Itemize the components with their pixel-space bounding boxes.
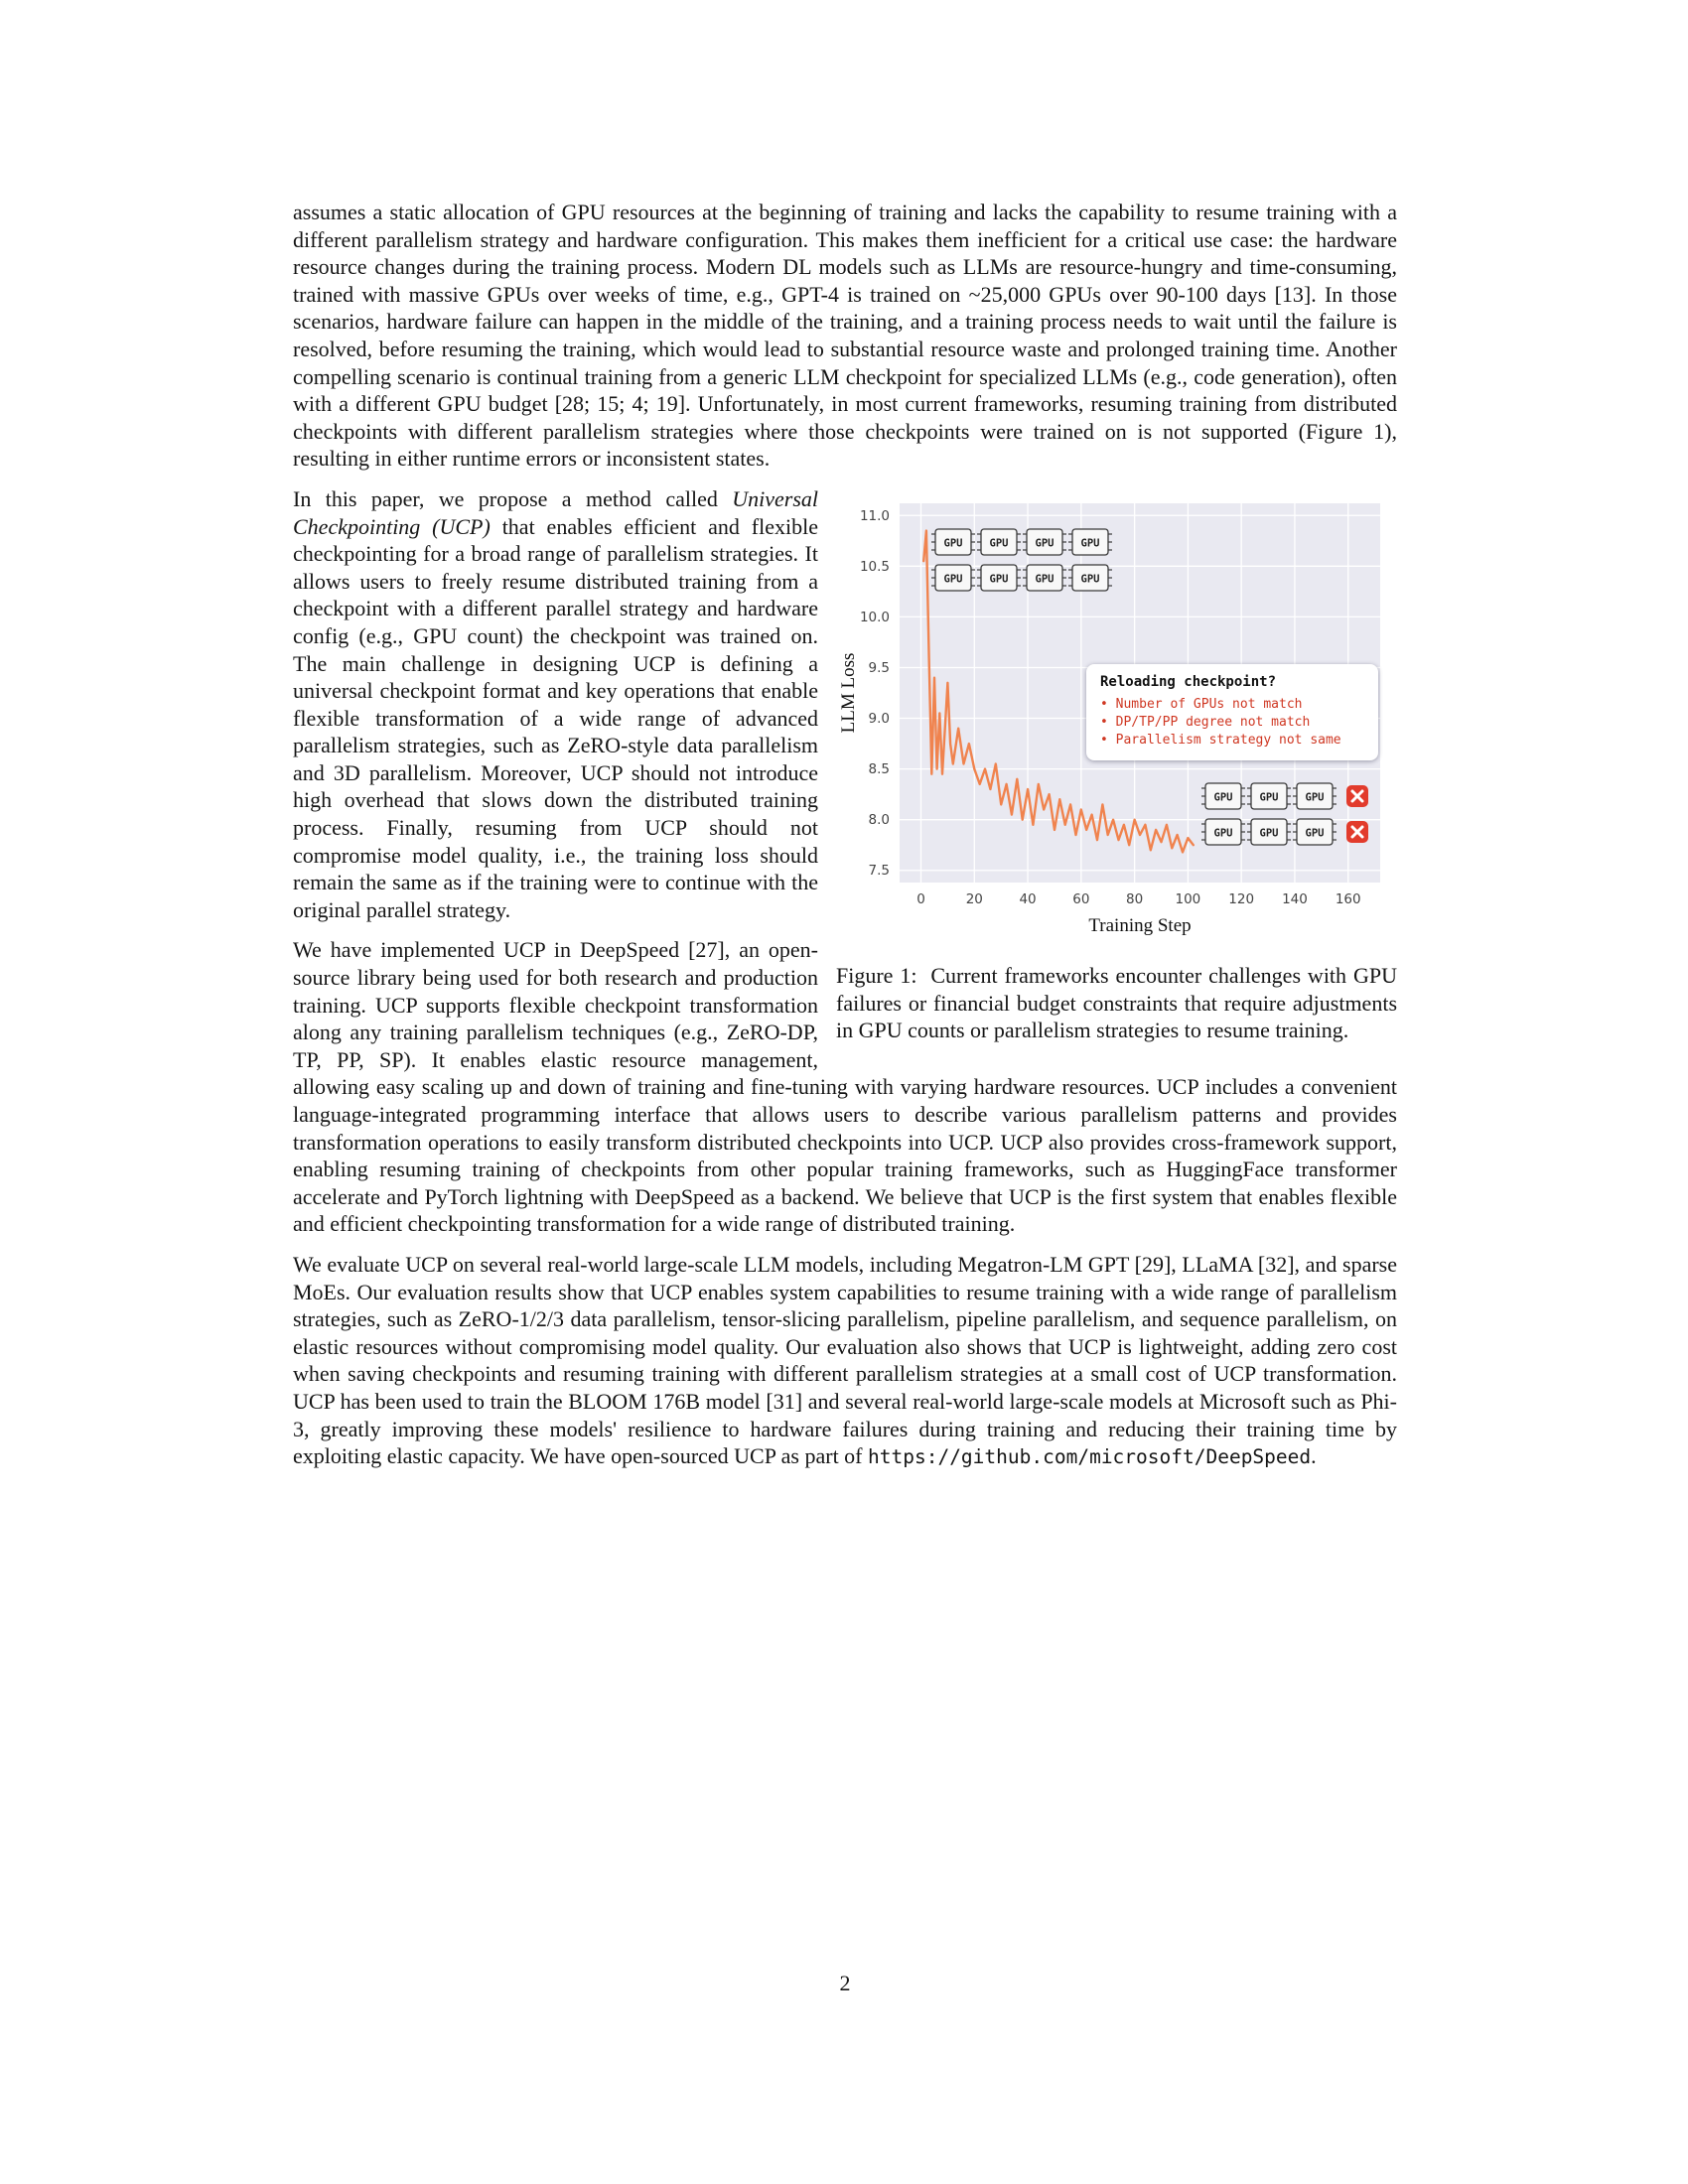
- x-tick-label: 80: [1126, 890, 1144, 907]
- x-tick-label: 40: [1019, 890, 1037, 907]
- figure-1-caption-text: Current frameworks encounter challenges with GPU failures or financial budget constraints that require adjustments in GPU counts or parallelism strategies to resume training.: [836, 962, 1397, 1043]
- svg-text:GPU: GPU: [1305, 827, 1325, 840]
- svg-text:GPU: GPU: [989, 537, 1009, 550]
- paragraph-3: We have implemented UCP in DeepSpeed [27], an open-source library being used for both research and production training. UCP supports flexible checkpoint transformation along any training parallelism techniques (e.g., ZeRO-DP, TP, PP, SP). It enables elastic resource management, allowing easy scaling up and down of training and fine-tuning with varying hardware resources. UCP includes a convenient language-integrated programming interface that allows users to describe various parallelism patterns and provides transformation operations to easily transform distributed checkpoints into UCP. UCP also provides cross-framework support, enabling resuming training of checkpoints from other popular training frameworks, such as HuggingFace transformer accelerate and PyTorch lightning with DeepSpeed as a backend. We believe that UCP is the first system that enables flexible and efficient checkpointing transformation for a wide range of distributed training.: [293, 937, 1397, 1237]
- text-block: [293, 199, 1397, 1484]
- svg-text:GPU: GPU: [943, 573, 963, 586]
- y-tick-label: 10.0: [859, 609, 890, 625]
- paragraph-2-rest: that enables efficient and flexible checkpointing for a broad range of parallelism strategies. It allows users to freely resume distributed training from a checkpoint with a different parallel strategy and hardware config (e.g., GPU count) the checkpoint was trained on. The main challenge in designing UCP is defining a universal checkpoint format and key operations that enable flexible transformation of a wide range of advanced parallelism strategies, such as ZeRO-style data parallelism and 3D parallelism. Moreover, UCP should not introduce high overhead that slows down the distributed training process. Finally, resuming from UCP should not compromise model quality, i.e., the training loss should remain the same as if the training were to continue with the original parallel strategy.: [293, 513, 818, 922]
- gpu-chip-icon: [1068, 565, 1112, 591]
- x-tick-label: 0: [916, 890, 925, 907]
- svg-text:GPU: GPU: [1213, 791, 1233, 804]
- y-tick-label: 7.5: [868, 863, 890, 880]
- gpu-chip-icon: [1247, 783, 1291, 809]
- svg-text:GPU: GPU: [1035, 573, 1055, 586]
- y-tick-label: 8.5: [868, 761, 890, 778]
- x-tick-label: 60: [1072, 890, 1090, 907]
- svg-text:GPU: GPU: [1080, 537, 1100, 550]
- y-tick-label: 9.5: [868, 659, 890, 676]
- failure-x-icon: [1346, 785, 1368, 807]
- callout-item: • DP/TP/PP degree not match: [1100, 714, 1311, 730]
- x-tick-label: 160: [1335, 890, 1361, 907]
- svg-text:GPU: GPU: [1305, 791, 1325, 804]
- svg-text:GPU: GPU: [1035, 537, 1055, 550]
- paragraph-4-lead: We evaluate UCP on several real-world large-scale LLM models, including Megatron-LM GPT [29], LLaMA [32], and sparse MoEs. Our evaluation results show that UCP enables system capabilities to resume training with a wide range of parallelism strategies, such as ZeRO-1/2/3 data parallelism, tensor-slicing parallelism, pipeline parallelism, and sequence parallelism, on elastic resources without compromising model quality. Our evaluation also shows that UCP is lightweight, adding zero cost when saving checkpoints and resuming training with different parallelism strategies at a small cost of UCP transformation. UCP has been used to train the BLOOM 176B model [31] and several real-world large-scale models at Microsoft such as Phi-3, greatly improving these models' resilience to hardware failures during training and reducing their training time by exploiting elastic capacity. We have open-sourced UCP as part of: [293, 1251, 1397, 1469]
- y-tick-label: 11.0: [859, 507, 890, 524]
- svg-text:GPU: GPU: [1259, 791, 1279, 804]
- reloading-checkpoint-callout: [1086, 664, 1378, 760]
- paragraph-4-end: .: [1311, 1443, 1317, 1469]
- x-axis-label: Training Step: [1088, 914, 1192, 936]
- figure-1-caption: [836, 962, 1397, 1044]
- gpu-chip-icon: [1023, 529, 1066, 555]
- x-tick-label: 20: [965, 890, 983, 907]
- svg-text:GPU: GPU: [1080, 573, 1100, 586]
- failure-x-icon: [1346, 821, 1368, 843]
- gpu-chip-icon: [1023, 565, 1066, 591]
- svg-text:GPU: GPU: [1213, 827, 1233, 840]
- paragraph-1: assumes a static allocation of GPU resources at the beginning of training and lacks the capability to resume training with a different parallelism strategy and hardware configuration. This makes them inefficient for a critical use case: the hardware resource changes during the training process. Modern DL models such as LLMs are resource-hungry and time-consuming, trained with massive GPUs over weeks of time, e.g., GPT-4 is trained on ~25,000 GPUs over 90-100 days [13]. In those scenarios, hardware failure can happen in the middle of the training, and a training process needs to wait until the failure is resolved, before resuming the training, which would lead to substantial resource waste and prolonged training time. Another compelling scenario is continual training from a generic LLM checkpoint for specialized LLMs (e.g., code generation), often with a different GPU budget [28; 15; 4; 19]. Unfortunately, in most current frameworks, resuming training from distributed checkpoints with different parallelism strategies where those checkpoints were trained on is not supported (Figure 1), resulting in either runtime errors or inconsistent states.: [293, 200, 1397, 472]
- x-tick-label: 120: [1228, 890, 1255, 907]
- callout-item: • Number of GPUs not match: [1100, 696, 1303, 712]
- callout-title: Reloading checkpoint?: [1100, 673, 1277, 690]
- figure-1-caption-label: Figure 1:: [836, 962, 917, 988]
- gpu-chip-icon: [1293, 783, 1336, 809]
- gpu-chip-icon: [977, 529, 1021, 555]
- gpu-chip-icon: [931, 529, 975, 555]
- ucp-method-name: Universal Checkpointing (UCP): [293, 485, 818, 539]
- gpu-chip-icon: [1247, 819, 1291, 845]
- figure-1-chart: [836, 489, 1397, 936]
- y-tick-label: 8.0: [868, 812, 890, 829]
- y-tick-label: 10.5: [859, 558, 890, 575]
- gpu-chip-icon: [1201, 783, 1245, 809]
- paragraph-4: [293, 1251, 1397, 1471]
- figure-1: [836, 489, 1397, 1044]
- x-tick-label: 140: [1282, 890, 1308, 907]
- gpu-chip-icon: [977, 565, 1021, 591]
- paragraph-2-lead: In this paper, we propose a method called: [293, 485, 733, 511]
- callout-item: • Parallelism strategy not same: [1100, 732, 1341, 748]
- callout-item-list: [1100, 697, 1368, 748]
- gpu-chip-icon: [1068, 529, 1112, 555]
- y-axis-label: LLM Loss: [838, 652, 859, 734]
- y-tick-label: 9.0: [868, 710, 890, 727]
- x-tick-label: 100: [1175, 890, 1201, 907]
- gpu-chip-icon: [1293, 819, 1336, 845]
- svg-text:GPU: GPU: [943, 537, 963, 550]
- github-repo-link[interactable]: https://github.com/microsoft/DeepSpeed: [868, 1445, 1312, 1469]
- gpu-chip-icon: [931, 565, 975, 591]
- gpu-chip-icon: [1201, 819, 1245, 845]
- page-number: 2: [839, 1971, 851, 1995]
- svg-text:GPU: GPU: [1259, 827, 1279, 840]
- svg-text:GPU: GPU: [989, 573, 1009, 586]
